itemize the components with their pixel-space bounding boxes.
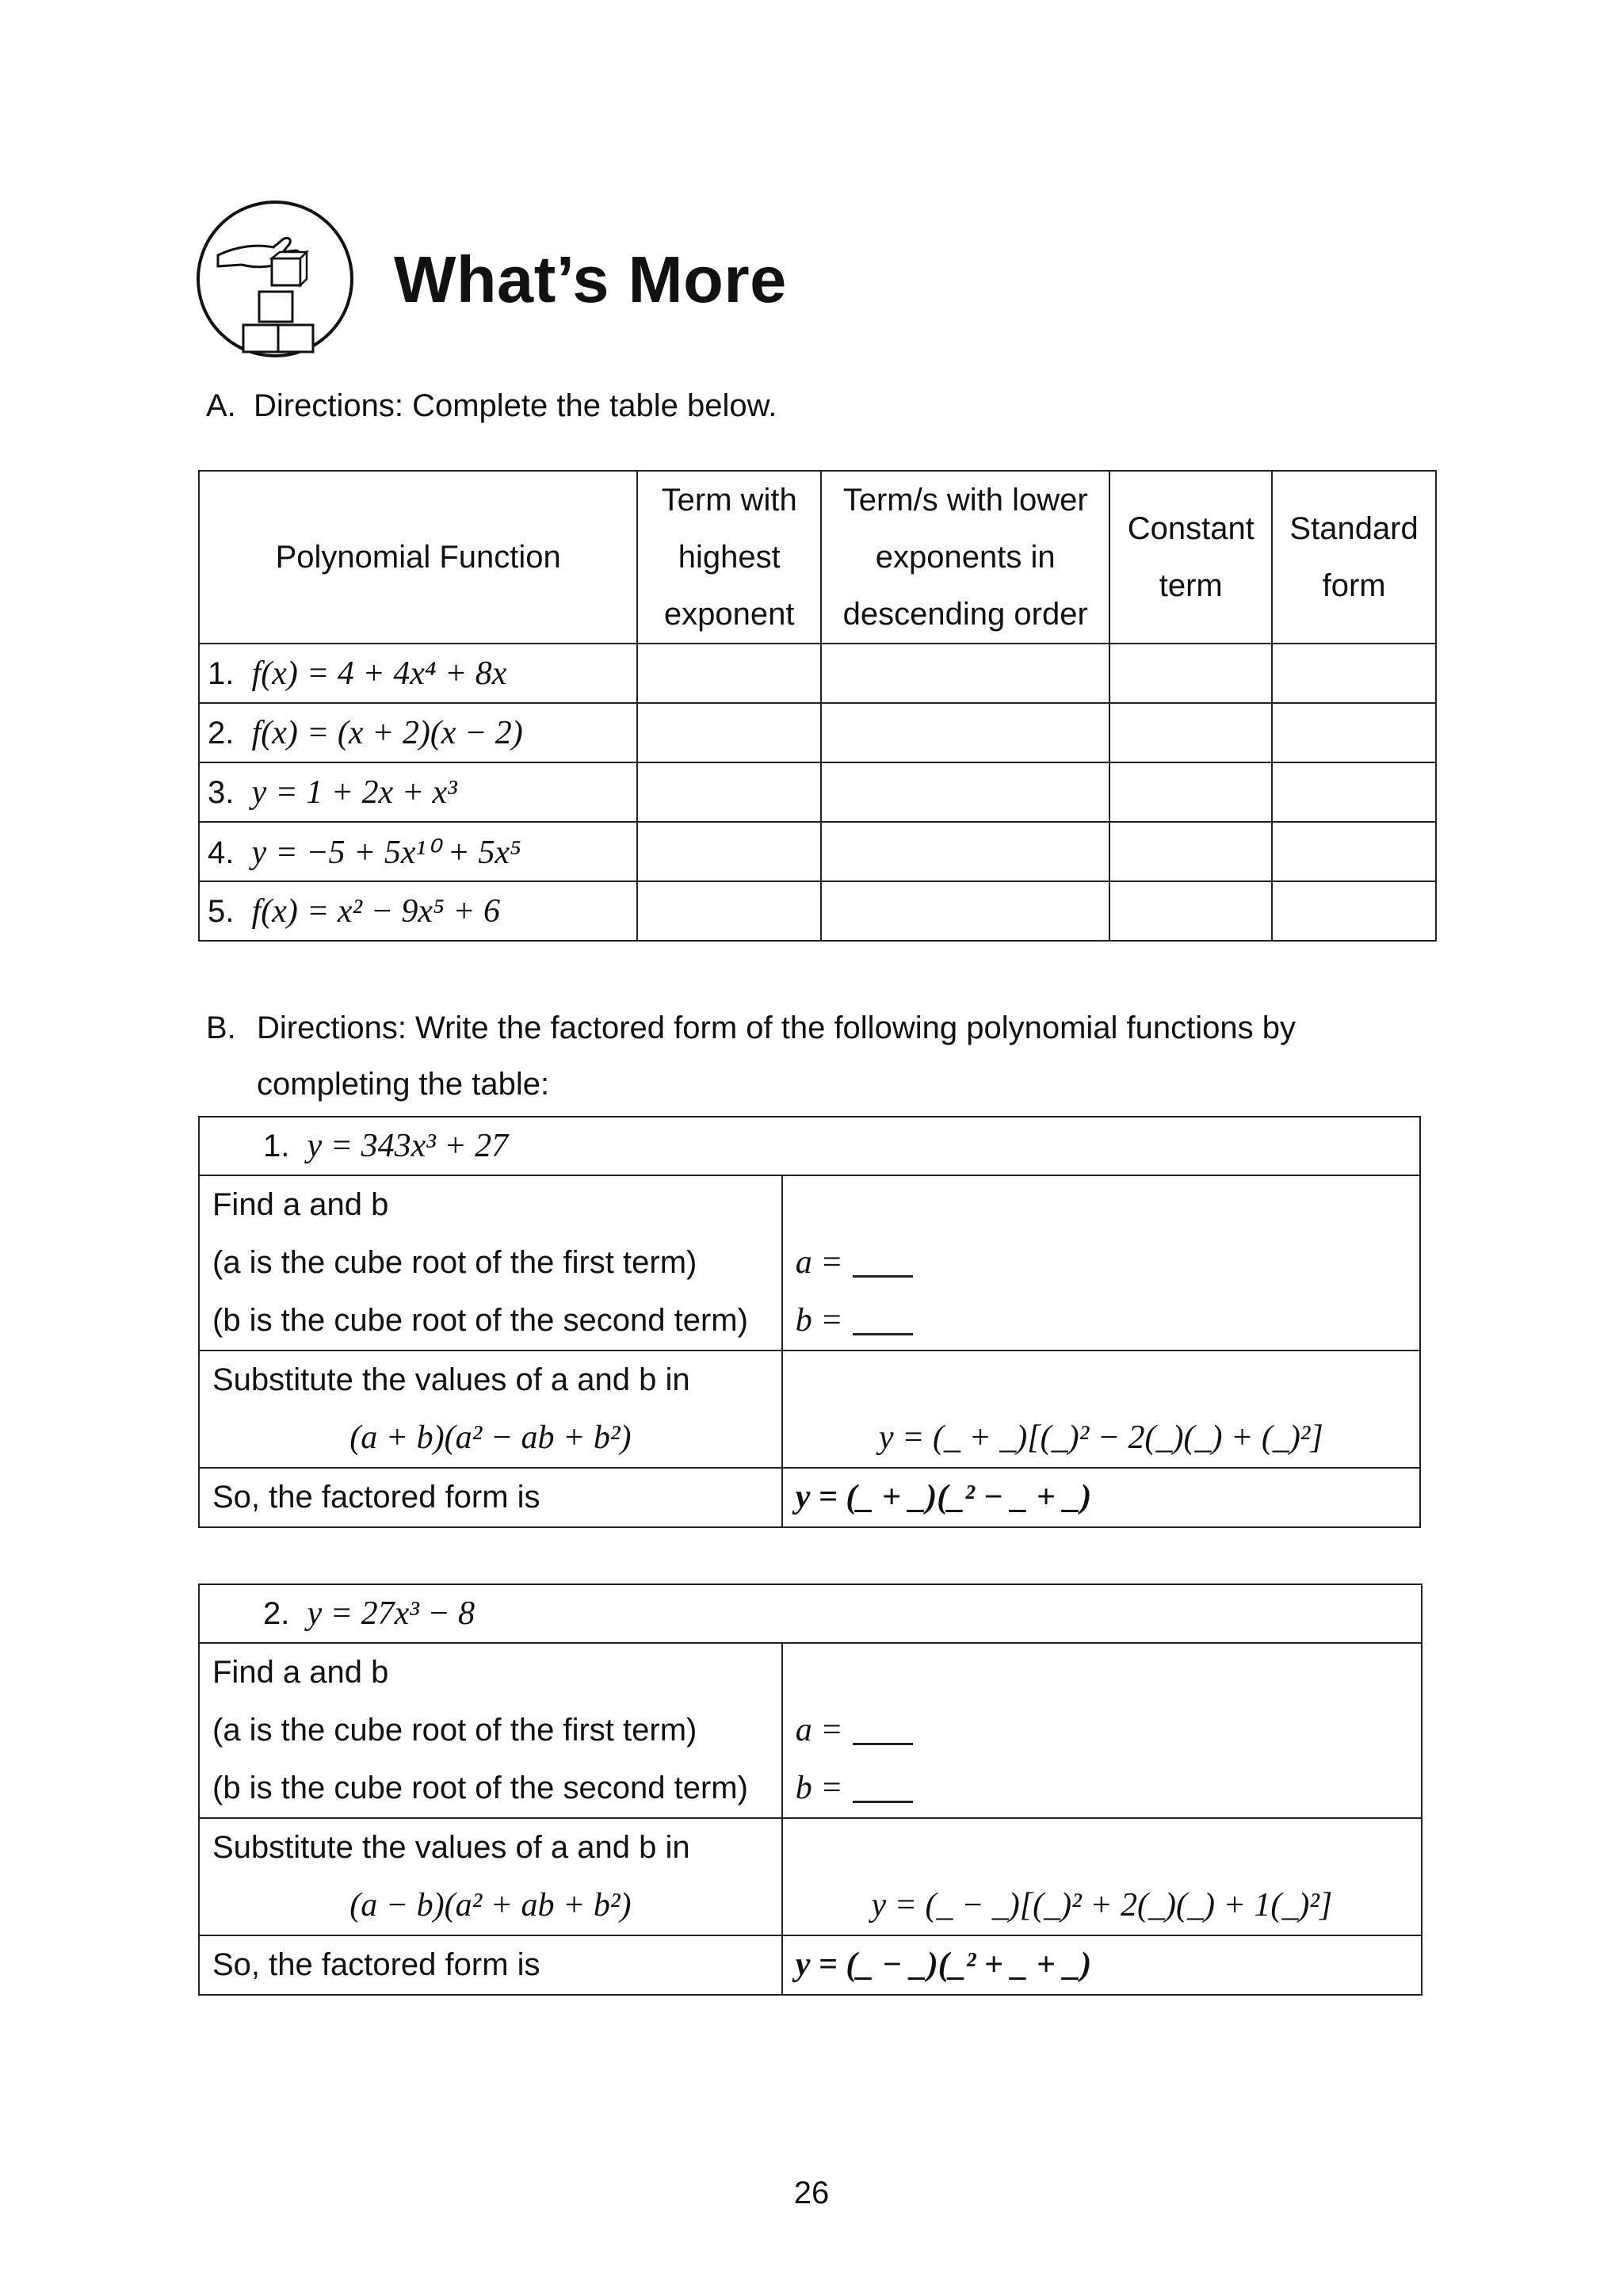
answer-cell[interactable] [637, 703, 821, 762]
answer-cell[interactable] [637, 822, 821, 881]
row-number: 5. [208, 893, 235, 929]
table-row [199, 1468, 1420, 1527]
instruction-cell [199, 1818, 782, 1935]
factored-form[interactable]: y = (_ + _)(_² − _ + _) [795, 1479, 1092, 1515]
function-rhs: = x² − 9x⁵ + 6 [307, 892, 501, 930]
answer-cell[interactable] [1272, 644, 1436, 703]
table-row [199, 881, 1436, 941]
a-label: a = [795, 1712, 843, 1748]
substitute-label: Substitute the values of a and b in [212, 1830, 690, 1865]
instruction-cell [199, 1643, 782, 1818]
row-number: 3. [208, 774, 235, 810]
answer-cell[interactable] [1109, 644, 1272, 703]
function-lhs: f(x) [251, 892, 298, 930]
part-b-directions [206, 1000, 1438, 1113]
answer-cell[interactable] [1109, 762, 1272, 822]
factored-label: So, the factored form is [212, 1480, 540, 1515]
factoring-table-1 [198, 1116, 1421, 1528]
polynomial-cell [199, 703, 637, 762]
problem-number: 1. [263, 1129, 290, 1163]
b-label: b = [795, 1302, 843, 1339]
substituted-expression[interactable]: y = (_ + _)[(_)² − 2(_)(_) + (_)²] [879, 1419, 1323, 1456]
instruction-cell [199, 1350, 782, 1468]
answer-cell[interactable] [1272, 703, 1436, 762]
table-row [199, 1350, 1420, 1468]
part-a-label: A. [206, 388, 236, 423]
table-header-row [199, 1117, 1420, 1175]
answer-cell[interactable] [1272, 762, 1436, 822]
row-number: 1. [208, 655, 235, 691]
cube-difference-formula: (a − b)(a² + ab + b²) [349, 1887, 632, 1924]
a-blank[interactable] [853, 1719, 913, 1745]
a-note: (a is the cube root of the first term) [212, 1245, 697, 1280]
b-blank[interactable] [853, 1777, 913, 1803]
answer-cell[interactable] [1272, 881, 1436, 941]
page-title: What’s More [394, 243, 787, 316]
problem-equation: y = 27x³ − 8 [307, 1595, 475, 1632]
answer-cell [782, 1935, 1422, 1995]
table-row [199, 1818, 1422, 1935]
answer-cell[interactable] [637, 881, 821, 941]
instruction-cell [199, 1935, 782, 1995]
part-b-label: B. [206, 1010, 236, 1045]
answer-cell [782, 1468, 1420, 1527]
problem-number: 2. [263, 1596, 290, 1631]
part-a-text: Directions: Complete the table below. [254, 388, 777, 423]
substituted-expression[interactable]: y = (_ − _)[(_)² + 2(_)(_) + 1(_)²] [871, 1887, 1333, 1924]
answer-cell[interactable] [821, 881, 1109, 941]
polynomial-cell [199, 644, 637, 703]
answer-cell[interactable] [1109, 703, 1272, 762]
problem-header [199, 1117, 1420, 1175]
polynomial-cell [199, 881, 637, 941]
answer-cell[interactable] [1272, 822, 1436, 881]
a-note: (a is the cube root of the first term) [212, 1713, 697, 1748]
answer-cell[interactable] [1109, 881, 1272, 941]
row-number: 2. [208, 715, 235, 751]
a-blank[interactable] [853, 1251, 913, 1278]
polynomial-table [198, 470, 1437, 942]
answer-cell [782, 1818, 1422, 1935]
table-header-row [199, 471, 1436, 644]
table-row [199, 762, 1436, 822]
problem-equation: y = 343x³ + 27 [307, 1128, 509, 1164]
answer-cell [782, 1175, 1420, 1350]
factored-label: So, the factored form is [212, 1947, 540, 1982]
a-label: a = [795, 1244, 843, 1281]
answer-cell[interactable] [821, 822, 1109, 881]
function-rhs: = (x + 2)(x − 2) [307, 714, 523, 751]
function-lhs: y [251, 834, 267, 871]
section-logo-icon [194, 198, 357, 361]
answer-cell [782, 1643, 1422, 1818]
polynomial-cell [199, 762, 637, 822]
b-note: (b is the cube root of the second term) [212, 1303, 748, 1338]
polynomial-cell [199, 822, 637, 881]
factored-form[interactable]: y = (_ − _)(_² + _ + _) [795, 1946, 1092, 1983]
row-number: 4. [208, 835, 235, 870]
answer-cell[interactable] [637, 644, 821, 703]
table-row [199, 1175, 1420, 1350]
function-rhs: = 4 + 4x⁴ + 8x [307, 655, 507, 692]
instruction-cell [199, 1175, 782, 1350]
find-a-b-label: Find a and b [212, 1187, 389, 1222]
table-row [199, 1935, 1422, 1995]
cube-sum-formula: (a + b)(a² − ab + b²) [349, 1419, 632, 1456]
function-lhs: f(x) [251, 714, 298, 751]
factoring-table-2 [198, 1584, 1423, 1996]
part-a-directions [206, 388, 777, 424]
column-header: Polynomial Function [199, 471, 637, 644]
part-b-text-2: completing the table: [257, 1067, 550, 1102]
column-header: Standard form [1272, 471, 1436, 644]
table-row [199, 644, 1436, 703]
table-row [199, 822, 1436, 881]
answer-cell[interactable] [637, 762, 821, 822]
column-header: Constant term [1109, 471, 1272, 644]
b-label: b = [795, 1770, 843, 1806]
function-rhs: = −5 + 5x¹⁰ + 5x⁵ [275, 834, 521, 871]
page-number: 26 [793, 2176, 830, 2210]
part-b-line-1 [206, 1000, 1438, 1056]
answer-cell[interactable] [1109, 822, 1272, 881]
column-header: Term/s with lower exponents in descending order [821, 471, 1109, 644]
part-b-text-1: Directions: Write the factored form of the following polynomial functions by [257, 1010, 1296, 1045]
function-lhs: f(x) [251, 655, 298, 692]
answer-cell [782, 1350, 1420, 1468]
instruction-cell [199, 1468, 782, 1527]
function-lhs: y [251, 774, 267, 811]
b-note: (b is the cube root of the second term) [212, 1771, 748, 1805]
table-row [199, 1643, 1422, 1818]
function-rhs: = 1 + 2x + x³ [275, 774, 457, 811]
column-header: Term with highest exponent [637, 471, 821, 644]
substitute-label: Substitute the values of a and b in [212, 1362, 690, 1397]
problem-header [199, 1584, 1422, 1643]
table-row [199, 703, 1436, 762]
answer-cell[interactable] [821, 644, 1109, 703]
table-header-row [199, 1584, 1422, 1643]
answer-cell[interactable] [821, 762, 1109, 822]
answer-cell[interactable] [821, 703, 1109, 762]
find-a-b-label: Find a and b [212, 1655, 389, 1690]
b-blank[interactable] [853, 1309, 913, 1335]
